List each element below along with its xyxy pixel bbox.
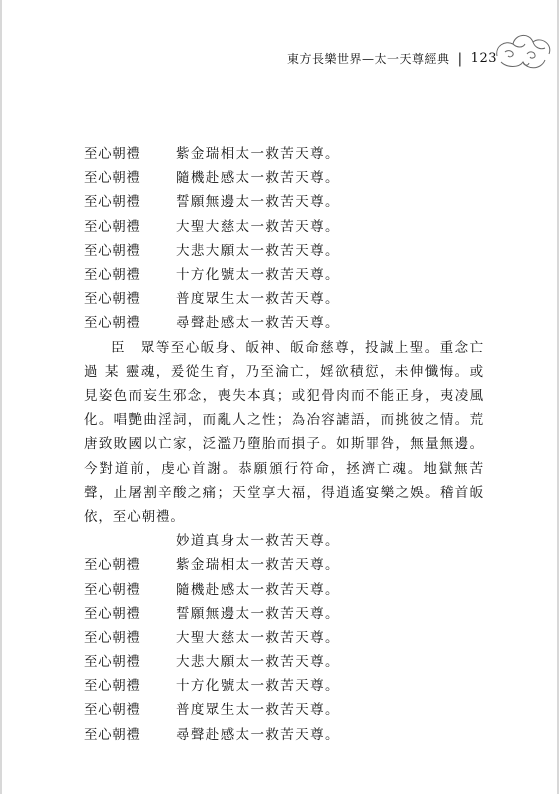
invocation-label: 至心朝禮 <box>84 218 141 235</box>
honorific: 妙道真身太一救苦天尊。 <box>176 533 340 550</box>
invocation-label: 至心朝禮 <box>84 291 141 308</box>
litany-line <box>84 626 484 650</box>
invocation-label: 至心朝禮 <box>84 557 141 574</box>
honorific: 十方化號太一救苦天尊。 <box>176 678 340 695</box>
honorific: 尋聲赴感太一救苦天尊。 <box>176 726 340 743</box>
running-header <box>287 50 497 67</box>
invocation-label: 至心朝禮 <box>84 678 141 695</box>
litany-line <box>84 263 484 287</box>
litany-line <box>84 674 484 698</box>
honorific: 大悲大願太一救苦天尊。 <box>176 242 340 259</box>
invocation-label: 至心朝禮 <box>84 315 141 332</box>
invocation-label: 至心朝禮 <box>84 194 141 211</box>
litany-line <box>84 529 484 553</box>
litany-line <box>84 142 484 166</box>
name-placeholder: 某 <box>104 363 120 380</box>
litany-line <box>84 723 484 747</box>
invocation-label-blank <box>84 529 176 553</box>
litany-line <box>84 698 484 722</box>
honorific: 大聖大慈太一救苦天尊。 <box>176 629 340 646</box>
litany-line <box>84 602 484 626</box>
invocation-label: 至心朝禮 <box>84 146 141 162</box>
honorific: 普度眾生太一救苦天尊。 <box>176 702 340 719</box>
paragraph-part-2: 靈魂，爰從生育，乃至淪亡，婬欲積愆，未伸懺悔。或見姿色而妄生邪念，喪失本真；或犯骨肉而不能正身，夷凌風化。唱艷曲淫詞，而亂人之性；為冶容謔語，而挑彼之情。荒唐致敗國以亡家，泛濫乃墮胎而損子。如斯罪咎，無量無邊。今對道前，虔心首謝。恭願頒行符命，拯濟亡魂。地獄無苦聲，止屠割辛酸之痛；天堂享大福，得逍遙宴樂之娛。稽首皈依，至心朝禮。 <box>84 363 484 525</box>
page-number: 123 <box>470 51 497 66</box>
invocation-label: 至心朝禮 <box>84 702 141 719</box>
invocation-label: 至心朝禮 <box>84 581 141 598</box>
honorific: 大悲大願太一救苦天尊。 <box>176 654 340 671</box>
honorific: 隨機赴感太一救苦天尊。 <box>176 581 340 598</box>
confession-paragraph <box>84 336 484 530</box>
cloud-ornament-icon <box>493 22 555 84</box>
invocation-label: 至心朝禮 <box>84 266 141 283</box>
page-edge-left <box>0 0 2 794</box>
invocation-label: 至心朝禮 <box>84 654 141 671</box>
honorific: 十方化號太一救苦天尊。 <box>176 266 340 283</box>
header-separator: | <box>457 50 463 67</box>
honorific: 普度眾生太一救苦天尊。 <box>176 291 340 308</box>
litany-line <box>84 553 484 577</box>
litany-line <box>84 650 484 674</box>
paragraph-part-1: 臣 眾等至心皈身、皈神、皈命慈尊，投誠上聖。重念亡過 <box>84 339 484 380</box>
invocation-label: 至心朝禮 <box>84 726 141 743</box>
honorific: 尋聲赴感太一救苦天尊。 <box>176 315 340 332</box>
honorific: 誓願無邊太一救苦天尊。 <box>176 605 340 622</box>
invocation-label: 至心朝禮 <box>84 242 141 259</box>
honorific: 大聖大慈太一救苦天尊。 <box>176 218 340 235</box>
litany-line <box>84 166 484 190</box>
invocation-label: 至心朝禮 <box>84 605 141 622</box>
litany-line <box>84 190 484 214</box>
litany-line <box>84 578 484 602</box>
litany-line <box>84 239 484 263</box>
honorific: 紫金瑞相太一救苦天尊。 <box>176 146 340 162</box>
book-title: 東方長樂世界—太一天尊經典 <box>286 52 450 66</box>
invocation-label: 至心朝禮 <box>84 629 141 646</box>
honorific: 誓願無邊太一救苦天尊。 <box>176 194 340 211</box>
litany-line <box>84 311 484 335</box>
litany-line <box>84 287 484 311</box>
scripture-body <box>84 142 484 747</box>
invocation-label: 至心朝禮 <box>84 170 141 187</box>
honorific: 紫金瑞相太一救苦天尊。 <box>176 557 340 574</box>
honorific: 隨機赴感太一救苦天尊。 <box>176 170 340 187</box>
litany-line <box>84 215 484 239</box>
